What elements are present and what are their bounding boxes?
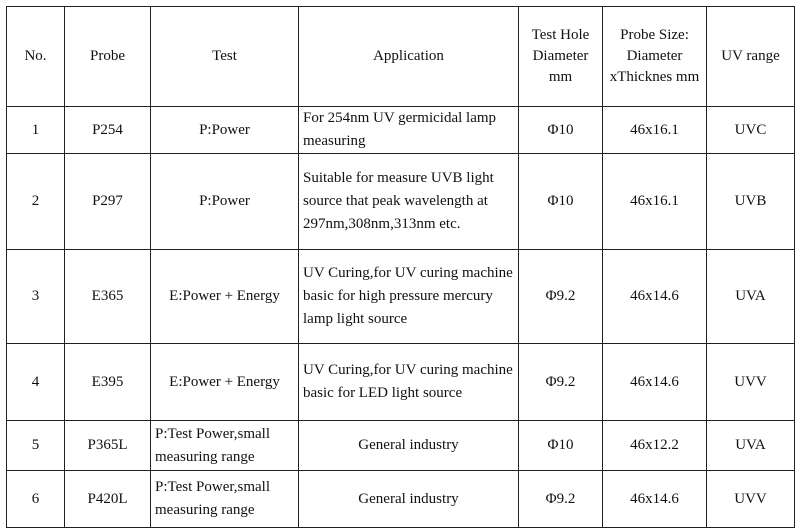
header-row [7, 7, 795, 107]
cell-application: UV Curing,for UV curing machine basic for high pressure mercury lamp light source [299, 250, 519, 344]
cell-probe-size: 46x14.6 [603, 250, 707, 344]
table-row [7, 344, 795, 421]
header-test: Test [151, 7, 299, 107]
table-row [7, 421, 795, 471]
header-test-hole-diameter: Test Hole Diameter mm [519, 7, 603, 107]
cell-uv-range: UVA [707, 421, 795, 471]
cell-test: P:Test Power,small measuring range [151, 471, 299, 528]
cell-probe: P254 [65, 107, 151, 154]
table-row [7, 107, 795, 154]
probe-spec-table [6, 6, 795, 528]
cell-test: P:Test Power,small measuring range [151, 421, 299, 471]
cell-application: Suitable for measure UVB light source that peak wavelength at 297nm,308nm,313nm etc. [299, 154, 519, 250]
cell-no: 6 [7, 471, 65, 528]
cell-no: 4 [7, 344, 65, 421]
cell-hole-diameter: Φ10 [519, 107, 603, 154]
header-probe-size: Probe Size: Diameter xThicknes mm [603, 7, 707, 107]
cell-probe-size: 46x16.1 [603, 107, 707, 154]
cell-no: 3 [7, 250, 65, 344]
cell-application: For 254nm UV germicidal lamp measuring [299, 107, 519, 154]
cell-application: General industry [299, 421, 519, 471]
cell-test: E:Power + Energy [151, 250, 299, 344]
cell-uv-range: UVA [707, 250, 795, 344]
cell-hole-diameter: Φ9.2 [519, 344, 603, 421]
cell-probe-size: 46x14.6 [603, 471, 707, 528]
cell-probe-size: 46x16.1 [603, 154, 707, 250]
table-row [7, 471, 795, 528]
cell-probe-size: 46x12.2 [603, 421, 707, 471]
cell-no: 1 [7, 107, 65, 154]
header-uv-range: UV range [707, 7, 795, 107]
probe-spec-table-frame [6, 6, 794, 526]
cell-test: P:Power [151, 154, 299, 250]
cell-probe: E365 [65, 250, 151, 344]
header-application: Application [299, 7, 519, 107]
cell-uv-range: UVC [707, 107, 795, 154]
cell-test: E:Power + Energy [151, 344, 299, 421]
cell-application: General industry [299, 471, 519, 528]
cell-uv-range: UVB [707, 154, 795, 250]
cell-hole-diameter: Φ9.2 [519, 471, 603, 528]
cell-uv-range: UVV [707, 344, 795, 421]
header-no: No. [7, 7, 65, 107]
cell-test: P:Power [151, 107, 299, 154]
cell-probe-size: 46x14.6 [603, 344, 707, 421]
cell-probe: P365L [65, 421, 151, 471]
cell-probe: P420L [65, 471, 151, 528]
table-row [7, 154, 795, 250]
cell-hole-diameter: Φ10 [519, 421, 603, 471]
cell-no: 2 [7, 154, 65, 250]
cell-probe: P297 [65, 154, 151, 250]
cell-no: 5 [7, 421, 65, 471]
header-probe: Probe [65, 7, 151, 107]
table-row [7, 250, 795, 344]
cell-hole-diameter: Φ10 [519, 154, 603, 250]
cell-uv-range: UVV [707, 471, 795, 528]
cell-application: UV Curing,for UV curing machine basic for LED light source [299, 344, 519, 421]
cell-hole-diameter: Φ9.2 [519, 250, 603, 344]
cell-probe: E395 [65, 344, 151, 421]
